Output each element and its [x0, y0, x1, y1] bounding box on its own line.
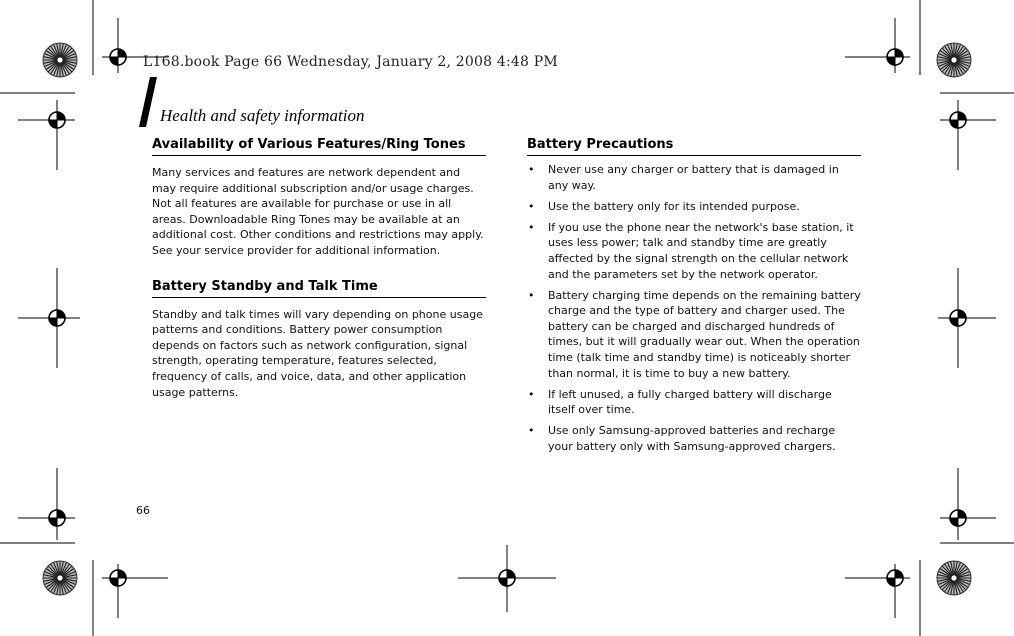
bullet-icon: • [528, 288, 535, 302]
page-number: 66 [136, 504, 150, 517]
section-bar [139, 77, 157, 127]
list-item [527, 220, 861, 282]
list-item-text: Use only Samsung-approved batteries and recharge your battery only with Samsung-approved chargers. [548, 424, 836, 453]
precautions-list [527, 162, 861, 455]
list-item [527, 199, 861, 215]
right-column [527, 137, 861, 460]
precautions-heading: Battery Precautions [527, 137, 861, 156]
features-heading: Availability of Various Features/Ring Tones [152, 137, 486, 156]
bullet-icon: • [528, 387, 535, 401]
left-column [152, 137, 486, 400]
list-item [527, 162, 861, 193]
book-header: L168.book Page 66 Wednesday, January 2, 2008 4:48 PM [143, 54, 558, 70]
list-item [527, 423, 861, 454]
bullet-icon: • [528, 220, 535, 234]
list-item-text: If left unused, a fully charged battery will discharge itself over time. [548, 387, 832, 417]
bullet-icon: • [528, 424, 535, 438]
list-item-text: Never use any charger or battery that is damaged in any way. [548, 163, 839, 192]
list-item-text: Use the battery only for its intended purpose. [548, 199, 800, 213]
standby-block [152, 279, 486, 401]
list-item-text: If you use the phone near the network's base station, it uses less power; talk and standby time are greatly affected by the signal strength on the cellular network and the parameters set by the network operator. [548, 220, 854, 281]
list-item-text: Battery charging time depends on the remaining battery charge and the type of battery and charger used. The battery can be charged and discharged hundreds of times, but it will gradually wear out. When the operation time (talk time and standby time) is noticeably shorter than normal, it is time to buy a new battery. [548, 288, 861, 380]
bullet-icon: • [528, 199, 535, 213]
section-title: Health and safety information [160, 106, 365, 125]
features-block [152, 137, 486, 259]
bullet-icon: • [528, 163, 535, 176]
list-item [527, 288, 861, 382]
standby-heading: Battery Standby and Talk Time [152, 279, 486, 298]
standby-body: Standby and talk times will vary depending on phone usage patterns and conditions. Battery power consumption depends on factors such as network configuration, signal strength, operating temperature, features selected, frequency of calls, and voice, data, and other application usage patterns. [152, 307, 483, 399]
list-item [527, 387, 861, 418]
features-body: Many services and features are network dependent and may require additional subscription and/or usage charges. Not all features are available for purchase or use in all areas. Downloadable Ring Tones may be available at an additional cost. Other conditions and restrictions may apply. See your service provider for additional information. [152, 166, 484, 257]
